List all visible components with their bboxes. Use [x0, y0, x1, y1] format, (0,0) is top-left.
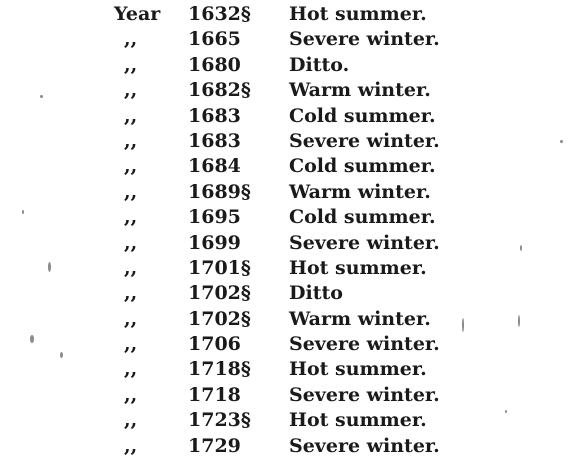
row-year: 1665 — [188, 28, 241, 51]
row-event: Cold summer. — [289, 155, 436, 178]
row-event: Hot summer. — [289, 409, 427, 432]
list-item — [0, 231, 569, 256]
row-prefix: ,, — [124, 358, 138, 381]
list-item — [0, 434, 569, 459]
list-item — [0, 408, 569, 433]
row-prefix: ,, — [124, 256, 138, 279]
scan-speck — [22, 210, 24, 214]
row-year: 1695 — [188, 206, 241, 229]
row-prefix: ,, — [124, 231, 138, 254]
list-item — [0, 53, 569, 78]
row-prefix: ,, — [124, 104, 138, 127]
row-event: Warm winter. — [289, 79, 431, 102]
row-prefix: ,, — [124, 409, 138, 432]
row-year: 1683 — [188, 104, 241, 127]
climate-record-list — [0, 2, 569, 459]
list-item — [0, 281, 569, 306]
row-event: Severe winter. — [289, 28, 440, 51]
row-year: 1718 — [188, 383, 241, 406]
row-prefix: ,, — [124, 180, 138, 203]
list-item — [0, 357, 569, 382]
list-item — [0, 383, 569, 408]
row-year: 1684 — [188, 155, 241, 178]
row-event: Severe winter. — [289, 231, 440, 254]
row-prefix: ,, — [124, 383, 138, 406]
list-item — [0, 180, 569, 205]
scan-speck — [462, 318, 464, 332]
list-item — [0, 27, 569, 52]
list-item — [0, 129, 569, 154]
row-prefix: Year — [114, 3, 161, 25]
row-year: 1706 — [188, 333, 241, 356]
row-event: Severe winter. — [289, 129, 440, 152]
scan-speck — [40, 95, 43, 98]
list-item — [0, 307, 569, 332]
row-prefix: ,, — [124, 28, 138, 51]
row-year: 1718§ — [188, 358, 251, 381]
row-year: 1723§ — [188, 409, 251, 432]
row-event: Warm winter. — [289, 180, 431, 203]
row-event: Hot summer. — [289, 358, 427, 381]
scan-speck — [48, 262, 51, 272]
list-item — [0, 256, 569, 281]
row-event: Severe winter. — [289, 383, 440, 406]
row-year: 1682§ — [188, 79, 251, 102]
row-year: 1701§ — [188, 256, 251, 279]
scan-speck — [30, 335, 34, 343]
row-event: Cold summer. — [289, 104, 436, 127]
list-item — [0, 332, 569, 357]
scan-speck — [560, 140, 563, 143]
row-prefix: ,, — [124, 282, 138, 305]
row-event: Ditto. — [289, 53, 350, 76]
list-item — [0, 78, 569, 103]
list-item — [0, 154, 569, 179]
row-prefix: ,, — [124, 129, 138, 152]
row-year: 1680 — [188, 53, 241, 76]
row-event: Ditto — [289, 282, 343, 305]
row-event: Hot summer. — [289, 3, 427, 25]
row-event: Severe winter. — [289, 434, 440, 457]
row-event: Hot summer. — [289, 256, 427, 279]
scan-speck — [520, 245, 522, 251]
row-prefix: ,, — [124, 206, 138, 229]
row-prefix: ,, — [124, 155, 138, 178]
row-year: 1689§ — [188, 180, 251, 203]
row-year: 1632§ — [188, 3, 251, 25]
row-prefix: ,, — [124, 53, 138, 76]
row-prefix: ,, — [124, 434, 138, 457]
row-event: Severe winter. — [289, 333, 440, 356]
row-year: 1729 — [188, 434, 241, 457]
row-year: 1702§ — [188, 307, 251, 330]
row-year: 1683 — [188, 129, 241, 152]
list-item — [0, 2, 569, 27]
row-prefix: ,, — [124, 333, 138, 356]
scan-speck — [505, 410, 507, 413]
list-item — [0, 205, 569, 230]
row-event: Warm winter. — [289, 307, 431, 330]
scan-speck — [518, 315, 520, 327]
scan-speck — [60, 352, 63, 358]
row-prefix: ,, — [124, 307, 138, 330]
row-prefix: ,, — [124, 79, 138, 102]
row-year: 1699 — [188, 231, 241, 254]
row-year: 1702§ — [188, 282, 251, 305]
list-item — [0, 104, 569, 129]
row-event: Cold summer. — [289, 206, 436, 229]
